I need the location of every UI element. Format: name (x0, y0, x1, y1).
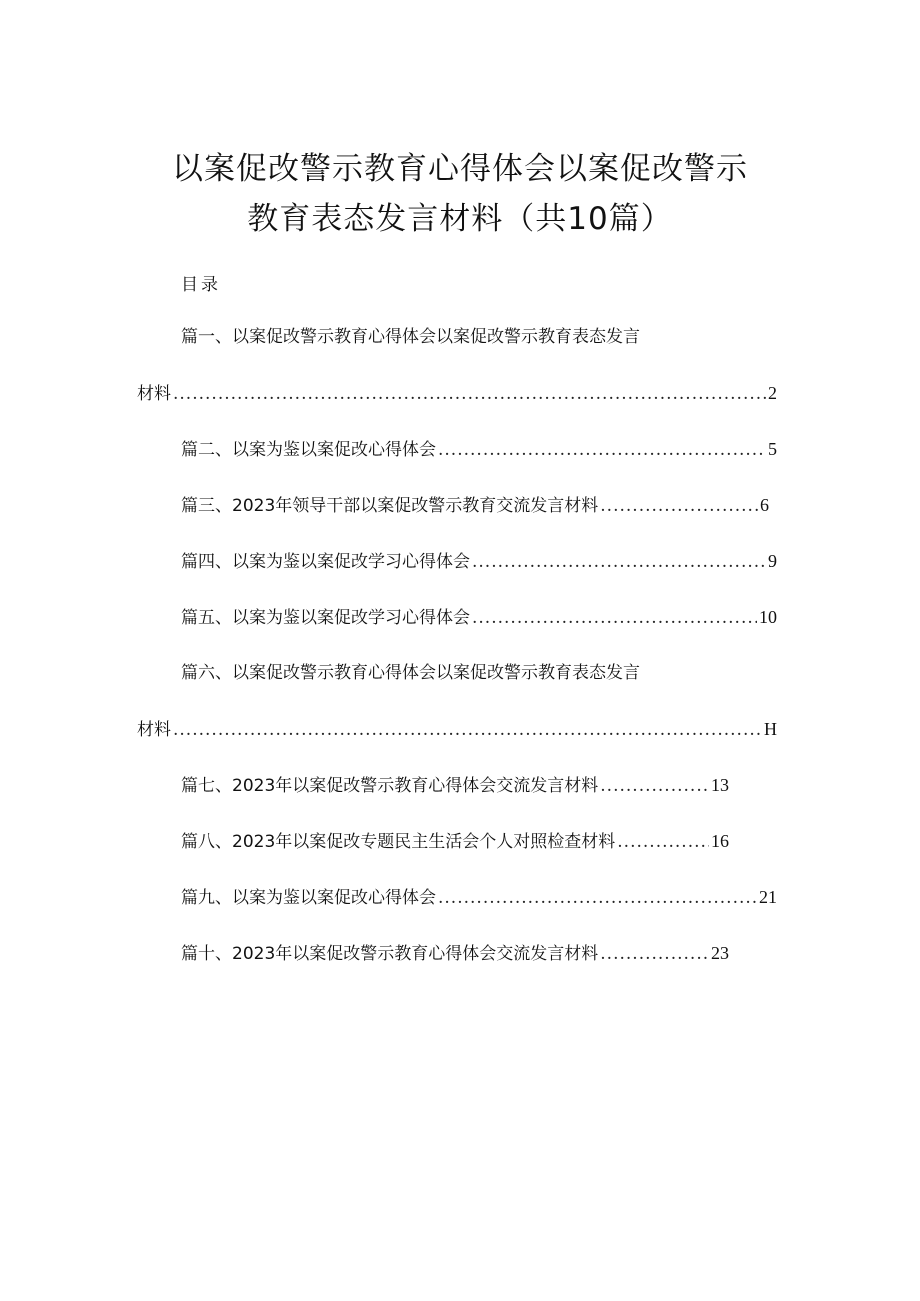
toc-leader-dots (173, 717, 762, 743)
toc-page-number: 23 (711, 943, 729, 963)
document-title-line-1: 以案促改警示教育心得体会以案促改警示 (172, 151, 748, 187)
toc-entry-10[interactable] (181, 940, 729, 966)
toc-page-number: 10 (759, 607, 777, 627)
toc-leader-dots (600, 941, 709, 967)
toc-entry-6[interactable] (137, 716, 777, 742)
toc-page-number: 13 (711, 775, 729, 795)
toc-entry-label: 篇七、2023年以案促改警示教育心得体会交流发言材料 (181, 776, 599, 796)
toc-page-number: 21 (759, 887, 777, 907)
toc-entry-1[interactable] (137, 380, 777, 406)
toc-entry-3[interactable] (181, 492, 769, 518)
toc-leader-dots (438, 885, 757, 911)
toc-entry-7[interactable] (181, 772, 729, 798)
toc-page-number: 16 (711, 831, 729, 851)
toc-leader-dots (472, 549, 766, 575)
toc-entry-4[interactable] (181, 548, 777, 574)
toc-entry-label: 材料 (137, 720, 171, 740)
toc-page-number: 5 (768, 439, 777, 459)
toc-leader-dots (600, 773, 709, 799)
toc-page-number: 6 (760, 495, 769, 515)
document-title-line-2: 教育表态发言材料（共10篇） (247, 201, 673, 237)
toc-entry-label: 篇四、以案为鉴以案促改学习心得体会 (181, 552, 470, 572)
toc-page-number: 9 (768, 551, 777, 571)
toc-leader-dots (600, 493, 758, 519)
toc-entry-9[interactable] (181, 884, 777, 910)
toc-leader-dots (617, 829, 709, 855)
toc-entry-6-first-line: 篇六、以案促改警示教育心得体会以案促改警示教育表态发言 (181, 663, 640, 683)
toc-entry-label: 篇九、以案为鉴以案促改心得体会 (181, 888, 436, 908)
toc-leader-dots (438, 437, 766, 463)
toc-heading: 目录 (181, 275, 221, 295)
toc-entry-label: 篇八、2023年以案促改专题民主生活会个人对照检查材料 (181, 832, 616, 852)
toc-entry-label: 篇五、以案为鉴以案促改学习心得体会 (181, 608, 470, 628)
toc-page-number: H (764, 719, 777, 739)
toc-entry-label: 篇十、2023年以案促改警示教育心得体会交流发言材料 (181, 944, 599, 964)
toc-entry-label: 篇二、以案为鉴以案促改心得体会 (181, 440, 436, 460)
toc-entry-8[interactable] (181, 828, 729, 854)
toc-entry-2[interactable] (181, 436, 777, 462)
toc-entry-label: 篇三、2023年领导干部以案促改警示教育交流发言材料 (181, 496, 599, 516)
toc-entry-1-first-line: 篇一、以案促改警示教育心得体会以案促改警示教育表态发言 (181, 327, 640, 347)
toc-entry-5[interactable] (181, 604, 777, 630)
toc-entry-label: 材料 (137, 384, 171, 404)
toc-page-number: 2 (768, 383, 777, 403)
toc-leader-dots (472, 605, 757, 631)
toc-leader-dots (173, 381, 766, 407)
